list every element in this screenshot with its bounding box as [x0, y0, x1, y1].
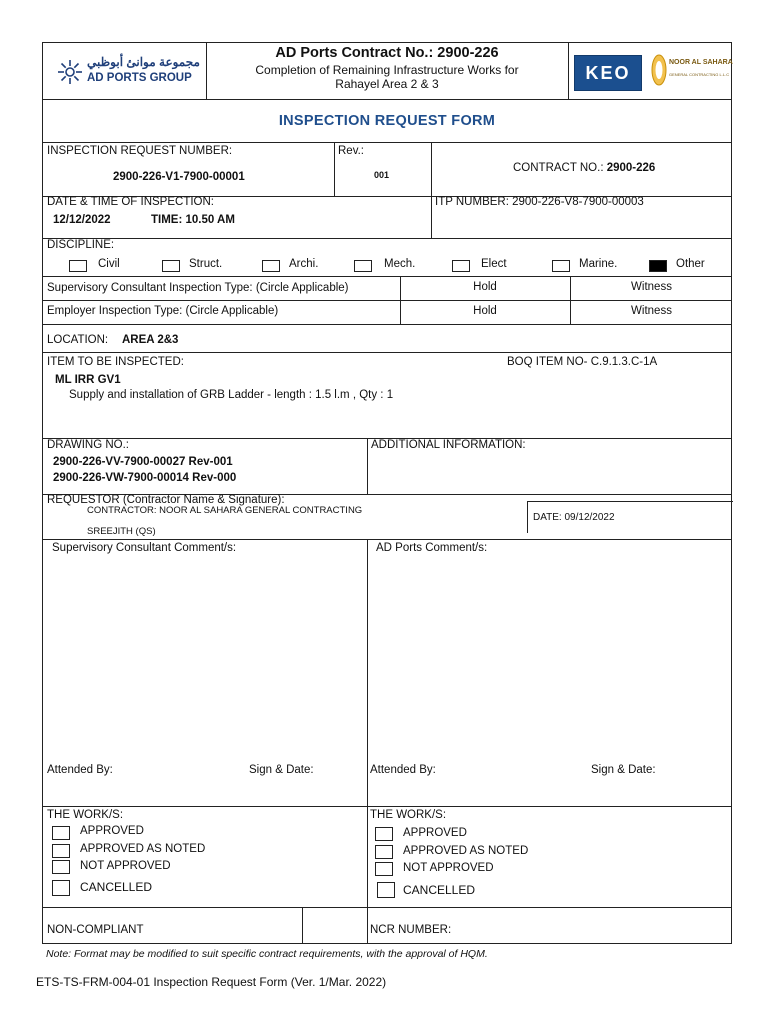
- contract-label: CONTRACT NO.:: [513, 162, 604, 174]
- discipline-other-label: Other: [676, 258, 705, 270]
- keo-logo: [574, 55, 642, 91]
- additional-info-label: ADDITIONAL INFORMATION:: [371, 439, 526, 451]
- request-number-value: 2900-226-V1-7900-00001: [113, 171, 245, 183]
- works-left-approved-checkbox[interactable]: [52, 826, 70, 840]
- adports-comments-label: AD Ports Comment/s:: [376, 542, 488, 554]
- discipline-civil-checkbox[interactable]: [69, 260, 87, 272]
- discipline-marine-checkbox[interactable]: [552, 260, 570, 272]
- rev-value: 001: [374, 170, 390, 180]
- works-left-cancelled: CANCELLED: [80, 880, 153, 894]
- ncr-number-label: NCR NUMBER:: [370, 924, 452, 936]
- works-right-approved-checkbox[interactable]: [375, 827, 393, 841]
- requestor-contractor: CONTRACTOR: NOOR AL SAHARA GENERAL CONTRACTING: [87, 505, 363, 516]
- inspection-time-value: TIME: 10.50 AM: [151, 214, 235, 226]
- works-label-left: THE WORK/S:: [47, 809, 124, 821]
- location-value: AREA 2&3: [122, 334, 179, 346]
- discipline-marine-label: Marine.: [579, 258, 618, 270]
- form-code: ETS-TS-FRM-004-01 Inspection Request Form (Ver. 1/Mar. 2022): [36, 975, 387, 989]
- itp-number: ITP NUMBER: 2900-226-V8-7900-00003: [435, 196, 644, 208]
- boq-item: BOQ ITEM NO- C.9.1.3.C-1A: [507, 356, 658, 368]
- supervisory-type-label: Supervisory Consultant Inspection Type: (Circle Applicable): [47, 282, 349, 294]
- drawing-label: DRAWING NO.:: [47, 439, 129, 451]
- employer-witness[interactable]: Witness: [631, 305, 672, 317]
- works-left-approved: APPROVED: [80, 825, 144, 837]
- works-label-right: THE WORK/S:: [370, 809, 447, 821]
- date-time-label: DATE & TIME OF INSPECTION:: [47, 196, 214, 208]
- works-left-approved-as-noted: APPROVED AS NOTED: [80, 843, 206, 855]
- discipline-mech-label: Mech.: [384, 258, 416, 270]
- supervisory-comments-area[interactable]: [43, 557, 367, 757]
- nas-logo-sub: GENERAL CONTRACTING L.L.C: [669, 72, 730, 77]
- location-label: LOCATION:: [47, 334, 109, 346]
- works-left-not-approved: NOT APPROVED: [80, 860, 171, 872]
- drawing-number-1: 2900-226-VV-7900-00027 Rev-001: [53, 456, 233, 468]
- contract-value: 2900-226: [606, 162, 656, 174]
- discipline-struct-checkbox[interactable]: [162, 260, 180, 272]
- rev-label: Rev.:: [338, 145, 364, 157]
- project-line-1: Completion of Remaining Infrastructure Works for: [255, 63, 519, 77]
- ad-ports-emblem-icon: [57, 59, 83, 85]
- noor-al-sahara-emblem-icon: [651, 53, 667, 87]
- works-left-not-approved-checkbox[interactable]: [52, 860, 70, 874]
- discipline-mech-checkbox[interactable]: [354, 260, 372, 272]
- discipline-label: DISCIPLINE:: [47, 239, 115, 251]
- requestor-label: REQUESTOR (Contractor Name & Signature):: [47, 494, 285, 506]
- item-description: Supply and installation of GRB Ladder - length : 1.5 l.m , Qty : 1: [69, 389, 394, 401]
- logo-text: AD PORTS GROUP: [87, 72, 192, 84]
- requestor-date: DATE: 09/12/2022: [533, 512, 615, 523]
- inspection-request-form: [42, 42, 732, 944]
- drawing-number-2: 2900-226-VW-7900-00014 Rev-000: [53, 472, 237, 484]
- inspection-date-value: 12/12/2022: [53, 214, 111, 226]
- contract-number: [513, 162, 655, 174]
- works-right-not-approved-checkbox[interactable]: [375, 862, 393, 876]
- non-compliant-field[interactable]: [303, 908, 367, 942]
- project-line-2: Rahayel Area 2 & 3: [335, 77, 439, 91]
- employer-hold[interactable]: Hold: [473, 305, 497, 317]
- nas-logo-text: NOOR AL SAHARA: [669, 59, 733, 66]
- item-name: ML IRR GV1: [55, 374, 121, 386]
- discipline-other-checkbox[interactable]: [649, 260, 667, 272]
- discipline-elect-label: Elect: [481, 258, 507, 270]
- discipline-archi-label: Archi.: [289, 258, 319, 270]
- works-right-approved: APPROVED: [403, 827, 467, 839]
- works-right-cancelled: CANCELLED: [403, 883, 476, 897]
- works-right-approved-as-noted: APPROVED AS NOTED: [403, 845, 529, 857]
- supervisory-witness[interactable]: Witness: [631, 281, 672, 293]
- works-left-cancelled-checkbox[interactable]: [52, 880, 70, 896]
- sign-date-left: Sign & Date:: [249, 764, 314, 776]
- requestor-date-box: [527, 501, 733, 533]
- format-note: Note: Format may be modified to suit specific contract requirements, with the approval of HQM.: [46, 948, 488, 960]
- keo-logo-text: KEO: [585, 63, 631, 83]
- contract-title: AD Ports Contract No.: 2900-226: [275, 45, 499, 61]
- discipline-elect-checkbox[interactable]: [452, 260, 470, 272]
- requestor-name: SREEJITH (QS): [87, 526, 156, 537]
- attended-by-right: Attended By:: [370, 764, 436, 776]
- works-right-approved-as-noted-checkbox[interactable]: [375, 845, 393, 859]
- ad-ports-logo: [53, 53, 203, 93]
- non-compliant-label: NON-COMPLIANT: [47, 924, 144, 936]
- logo-arabic-text: مجموعة موانئ أبوظبي: [87, 55, 200, 69]
- works-right-not-approved: NOT APPROVED: [403, 862, 494, 874]
- item-label: ITEM TO BE INSPECTED:: [47, 356, 184, 368]
- works-left-approved-as-noted-checkbox[interactable]: [52, 844, 70, 858]
- attended-by-left: Attended By:: [47, 764, 113, 776]
- request-number-label: INSPECTION REQUEST NUMBER:: [47, 145, 233, 157]
- employer-type-label: Employer Inspection Type: (Circle Applicable): [47, 305, 279, 317]
- noor-al-sahara-logo: [651, 53, 733, 91]
- works-right-cancelled-checkbox[interactable]: [377, 882, 395, 898]
- discipline-archi-checkbox[interactable]: [262, 260, 280, 272]
- supervisory-comments-label: Supervisory Consultant Comment/s:: [52, 542, 237, 554]
- adports-comments-area[interactable]: [368, 557, 732, 757]
- supervisory-hold[interactable]: Hold: [473, 281, 497, 293]
- discipline-civil-label: Civil: [98, 258, 120, 270]
- form-title: INSPECTION REQUEST FORM: [278, 113, 496, 129]
- sign-date-right: Sign & Date:: [591, 764, 656, 776]
- discipline-struct-label: Struct.: [189, 258, 223, 270]
